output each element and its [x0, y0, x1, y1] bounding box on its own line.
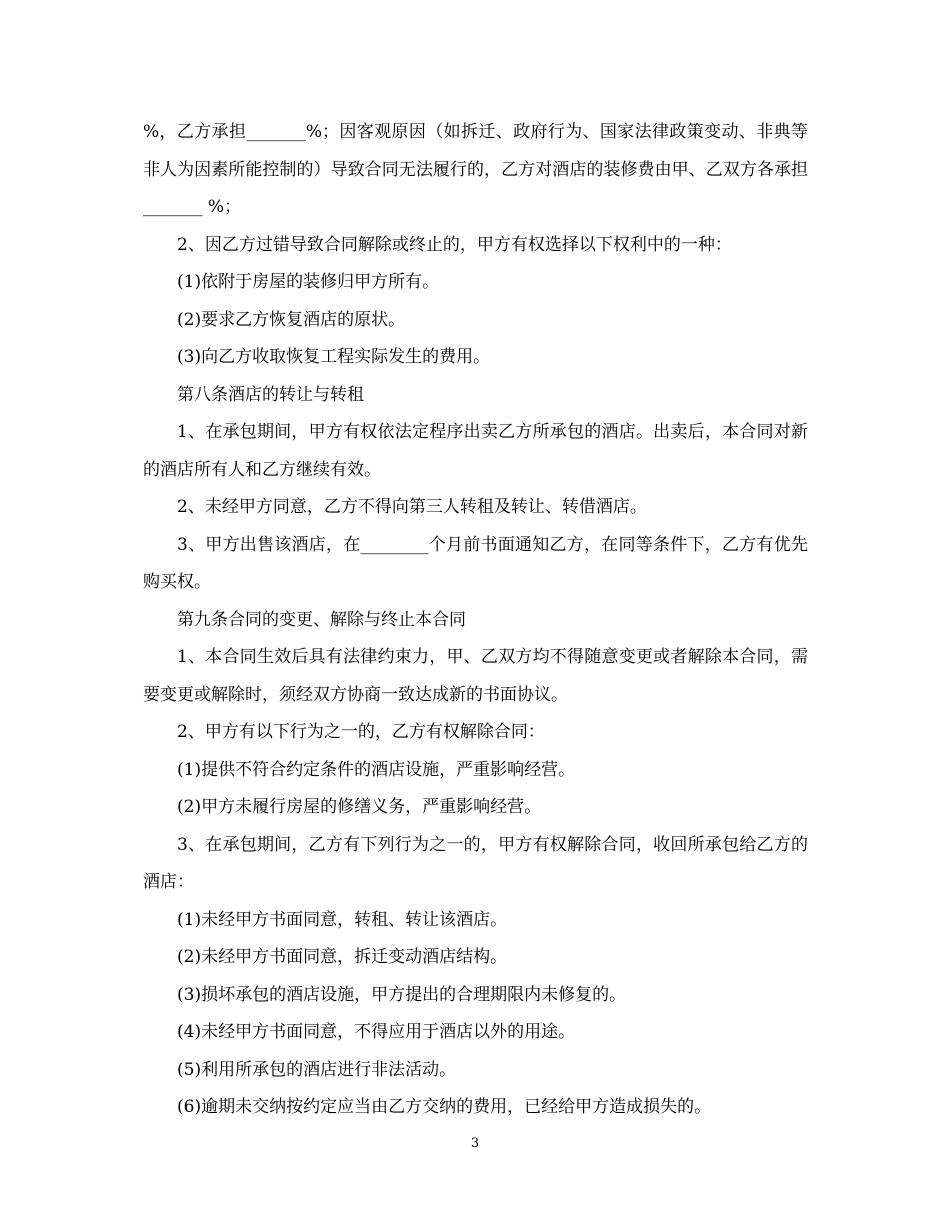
list-item: (1)提供不符合约定条件的酒店设施，严重影响经营。 — [177, 759, 576, 780]
page-number: 3 — [470, 1136, 480, 1151]
list-item: (1)未经甲方书面同意，转租、转让该酒店。 — [177, 909, 508, 930]
paragraph: 3、在承包期间，乙方有下列行为之一的，甲方有权解除合同，收回所承包给乙方的酒店： — [143, 834, 808, 892]
list-item: (4)未经甲方书面同意，不得应用于酒店以外的用途。 — [177, 1022, 576, 1042]
list-item: (3)向乙方收取恢复工程实际发生的费用。 — [177, 347, 491, 367]
list-item: (3)损坏承包的酒店设施，甲方提出的合理期限内未修复的。 — [177, 984, 627, 1005]
section-heading: 第九条合同的变更、解除与终止本合同 — [177, 609, 466, 630]
paragraph: %，乙方承担_______%；因客观原因（如拆迁、政府行为、国家法律政策变动、非典等非人为因素所能控制的）导致合同无法履行的，乙方对酒店的装修费由甲、乙双方各承担_______ %； — [143, 122, 808, 217]
list-item: (5)利用所承包的酒店进行非法活动。 — [177, 1059, 457, 1080]
paragraph: 1、本合同生效后具有法律约束力，甲、乙双方均不得随意变更或者解除本合同，需要变更或解除时，须经双方协商一致达成新的书面协议。 — [143, 647, 808, 705]
paragraph: 3、甲方出售该酒店，在________个月前书面通知乙方，在同等条件下，乙方有优先购买权。 — [143, 534, 808, 592]
document-body — [143, 114, 808, 1127]
paragraph: 2、因乙方过错导致合同解除或终止的，甲方有权选择以下权利中的一种： — [177, 234, 732, 255]
list-item: (6)逾期未交纳按约定应当由乙方交纳的费用，已经给甲方造成损失的。 — [177, 1097, 712, 1117]
paragraph: 2、甲方有以下行为之一的，乙方有权解除合同： — [177, 722, 545, 742]
paragraph: 2、未经甲方同意，乙方不得向第三人转租及转让、转借酒店。 — [177, 497, 647, 517]
list-item: (1)依附于房屋的装修归甲方所有。 — [177, 272, 440, 292]
list-item: (2)要求乙方恢复酒店的原状。 — [177, 309, 406, 330]
list-item: (2)甲方未履行房屋的修缮义务，严重影响经营。 — [177, 797, 542, 817]
paragraph: 1、在承包期间，甲方有权依法定程序出卖乙方所承包的酒店。出卖后，本合同对新的酒店所有人和乙方继续有效。 — [143, 422, 808, 480]
list-item: (2)未经甲方书面同意，拆迁变动酒店结构。 — [177, 947, 508, 967]
section-heading: 第八条酒店的转让与转租 — [177, 384, 364, 405]
